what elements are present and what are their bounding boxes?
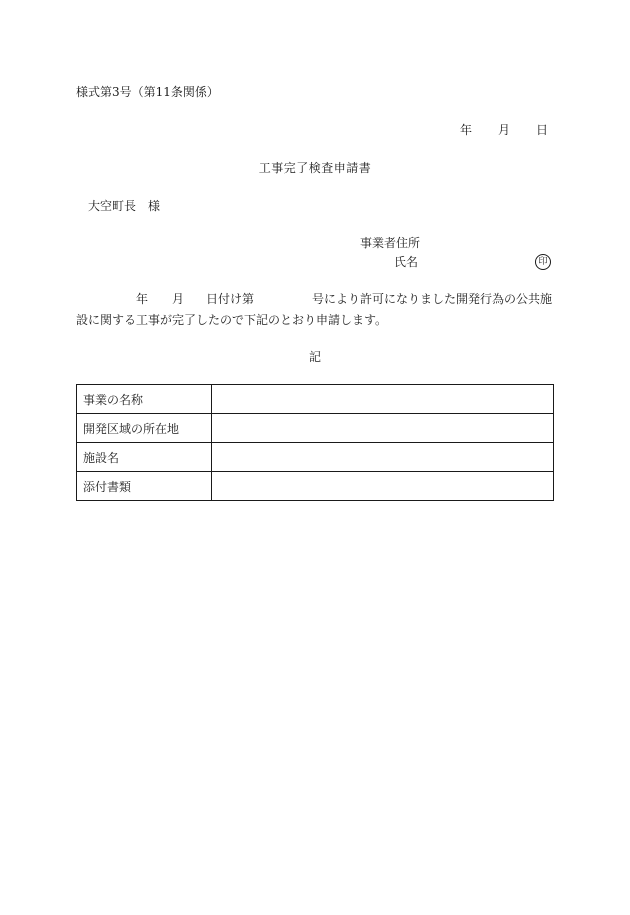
seal-mark-icon: 印 [535,254,551,270]
addressee [88,200,160,212]
applicant-name-label: 氏名 [394,255,419,269]
table-row [77,472,554,501]
body-year-label: 年 [136,292,149,306]
body-date-suffix: 日付け第 [206,292,255,306]
body-month-label: 月 [172,292,185,306]
table-row-label: 開発区域の所在地 [77,414,212,443]
date-day-label: 日 [535,123,548,137]
addressee-name: 大空町長 [88,199,137,213]
table-row [77,385,554,414]
table-row-label: 施設名 [77,443,212,472]
table-row-value[interactable] [212,414,554,443]
table-row-value[interactable] [212,385,554,414]
table-row-label: 事業の名称 [77,385,212,414]
date-line [460,124,548,136]
table-row-value[interactable] [212,472,554,501]
applicant-address-label: 事業者住所 [360,236,421,250]
addressee-honorific: 様 [148,199,161,213]
table-row [77,414,554,443]
document-title: 工事完了検査申請書 [258,161,372,175]
date-month-label: 月 [497,123,510,137]
detail-table [76,384,554,501]
table-row-label: 添付書類 [77,472,212,501]
body-text-line-1 [136,293,552,305]
body-line1-rest: 号により許可になりました開発行為の公共施 [312,292,553,306]
ki-heading: 記 [308,350,321,364]
date-year-label: 年 [459,123,472,137]
form-number: 様式第3号（第11条関係） [76,85,219,99]
table-row [77,443,554,472]
body-text-line-2: 設に関する工事が完了したので下記のとおり申請します。 [76,313,388,327]
table-row-value[interactable] [212,443,554,472]
